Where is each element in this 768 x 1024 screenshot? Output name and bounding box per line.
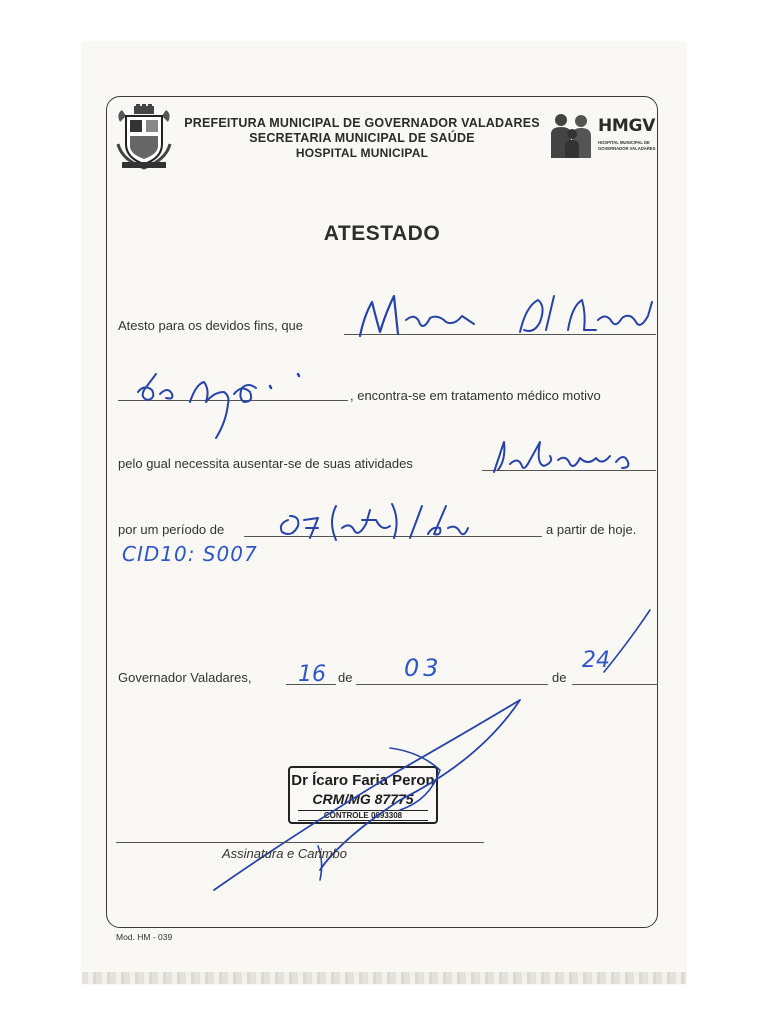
label-periodo: por um período de <box>118 522 225 537</box>
label-tratamento: , encontra-se em tratamento médico motivo <box>350 388 601 403</box>
label-atesto: Atesto para os devidos fins, que <box>118 318 304 333</box>
handwriting-patient-name-1 <box>350 286 656 342</box>
label-partir-hoje: a partir de hoje. <box>546 522 637 537</box>
signature-caption: Assinatura e Carimbo <box>222 846 347 861</box>
handwriting-activities <box>484 436 644 476</box>
document-title: ATESTADO <box>323 222 441 245</box>
header-prefeitura: PREFEITURA MUNICIPAL DE GOVERNADOR VALADARES <box>184 116 540 130</box>
hmgv-logo-subtext: HOSPITAL MUNICIPAL DE GOVERNADOR VALADARES <box>598 140 656 151</box>
label-de-2: de <box>552 670 567 685</box>
paper-torn-edge <box>82 972 686 984</box>
handwriting-period <box>270 498 470 544</box>
stamp-doctor-name: Dr Ícaro Faria Peron <box>291 772 435 789</box>
label-ausentar: pelo gual necessita ausentar-se de suas atividades <box>118 456 413 471</box>
stamp-control: CONTROLE 0693308 <box>298 810 428 821</box>
handwriting-year: 24 <box>582 648 610 673</box>
hmgv-logo-text: HMGV <box>598 116 656 136</box>
header-hospital: HOSPITAL MUNICIPAL <box>295 146 429 160</box>
underline-year <box>572 684 658 685</box>
label-city: Governador Valadares, <box>118 670 252 685</box>
header-secretaria: SECRETARIA MUNICIPAL DE SAÚDE <box>249 131 475 145</box>
handwriting-cid: CID10: S007 <box>122 542 258 566</box>
handwriting-patient-name-2 <box>130 362 350 442</box>
family-people-icon <box>548 112 596 158</box>
underline-month <box>356 684 548 685</box>
handwriting-month: 03 <box>404 654 443 682</box>
label-de-1: de <box>338 670 353 685</box>
doctor-stamp <box>288 766 438 824</box>
underline-signature <box>116 842 484 843</box>
stamp-crm: CRM/MG 87775 <box>312 791 414 807</box>
handwriting-day: 16 <box>298 662 326 687</box>
form-code: Mod. HM - 039 <box>116 932 173 942</box>
municipal-crest-icon <box>112 104 176 170</box>
